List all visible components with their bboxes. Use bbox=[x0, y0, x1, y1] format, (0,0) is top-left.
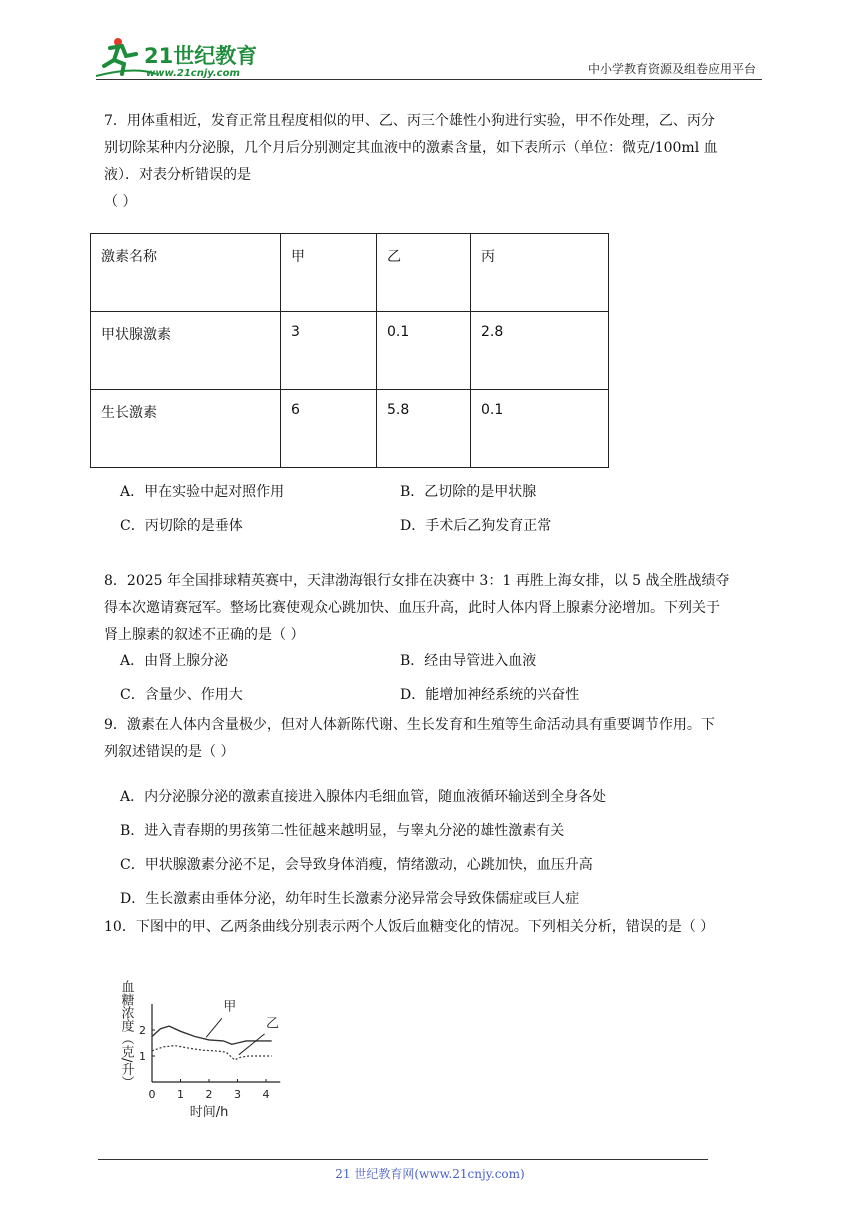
q8-line-1: 8．2025 年全国排球精英赛中，天津渤海银行女排在决赛中 3：1 再胜上海女排，以 5 战全胜战绩夺 bbox=[104, 573, 730, 589]
series-leader-jia bbox=[206, 1018, 222, 1037]
x-tick-label: 0 bbox=[148, 1088, 156, 1101]
table-header-cell: 丙 bbox=[471, 234, 609, 312]
x-tick-label: 4 bbox=[262, 1088, 270, 1101]
q9-line-1: 9．激素在人体内含量极少，但对人体新陈代谢、生长发育和生殖等生命活动具有重要调节作用。下 bbox=[104, 717, 715, 733]
site-logo bbox=[96, 36, 256, 80]
q9-option-a[interactable]: A．内分泌腺分泌的激素直接进入腺体内毛细血管，随血液循环输送到全身各处 bbox=[120, 789, 607, 805]
q7-line-1: 7．用体重相近，发育正常且程度相似的甲、乙、丙三个雄性小狗进行实验，甲不作处理，乙、丙分 bbox=[104, 113, 715, 129]
table-header-cell: 乙 bbox=[377, 234, 471, 312]
table-cell: 2.8 bbox=[471, 312, 609, 390]
x-tick-label: 3 bbox=[234, 1088, 241, 1101]
table-cell: 3 bbox=[281, 312, 377, 390]
table-header-row bbox=[91, 234, 609, 312]
series-line-1 bbox=[152, 1026, 272, 1044]
q7-paren: （ ） bbox=[104, 194, 137, 210]
table-cell: 5.8 bbox=[377, 390, 471, 468]
table-header-cell: 激素名称 bbox=[91, 234, 281, 312]
q8-line-2: 得本次邀请赛冠军。整场比赛使观众心跳加快、血压升高，此时人体内肾上腺素分泌增加。下列关于 bbox=[104, 600, 720, 616]
footer-divider bbox=[98, 1159, 708, 1160]
header-divider bbox=[96, 79, 762, 80]
x-tick-label: 2 bbox=[205, 1088, 213, 1101]
table-cell: 0.1 bbox=[471, 390, 609, 468]
series-label-yi: 乙 bbox=[266, 1016, 280, 1032]
table-cell: 甲状腺激素 bbox=[91, 312, 281, 390]
q7-option-b[interactable]: B．乙切除的是甲状腺 bbox=[400, 484, 537, 500]
chart-svg bbox=[112, 972, 282, 1132]
table-row bbox=[91, 390, 609, 468]
series-line-2 bbox=[152, 1046, 272, 1060]
table-row bbox=[91, 312, 609, 390]
hormone-table bbox=[90, 233, 609, 468]
question-10 bbox=[104, 914, 714, 941]
table-cell: 生长激素 bbox=[91, 390, 281, 468]
q8-option-b[interactable]: B．经由导管进入血液 bbox=[400, 653, 537, 669]
question-9 bbox=[104, 712, 715, 766]
y-tick-label: 1 bbox=[139, 1050, 146, 1063]
svg-text:www.21cnjy.com: www.21cnjy.com bbox=[146, 68, 240, 79]
q8-option-d[interactable]: D．能增加神经系统的兴奋性 bbox=[400, 687, 580, 703]
q7-option-c[interactable]: C．丙切除的是垂体 bbox=[120, 518, 243, 534]
q7-line-2: 别切除某种内分泌腺，几个月后分别测定其血液中的激素含量，如下表所示（单位：微克/100ml 血 bbox=[104, 140, 718, 156]
q10-line-1: 10．下图中的甲、乙两条曲线分别表示两个人饭后血糖变化的情况。下列相关分析，错误的是（ ） bbox=[104, 919, 715, 935]
series-leader-yi bbox=[239, 1034, 265, 1055]
q9-line-2: 列叙述错误的是（ ） bbox=[104, 744, 235, 760]
table-cell: 0.1 bbox=[377, 312, 471, 390]
x-tick-label: 1 bbox=[177, 1088, 184, 1101]
table-header-cell: 甲 bbox=[281, 234, 377, 312]
q9-option-d[interactable]: D．生长激素由垂体分泌，幼年时生长激素分泌异常会导致侏儒症或巨人症 bbox=[120, 891, 580, 907]
platform-name: 中小学教育资源及组卷应用平台 bbox=[587, 62, 756, 76]
footer-text: 21 世纪教育网(www.21cnjy.com) bbox=[335, 1167, 525, 1181]
q8-option-a[interactable]: A．由肾上腺分泌 bbox=[120, 653, 229, 669]
q9-option-b[interactable]: B．进入青春期的男孩第二性征越来越明显，与睾丸分泌的雄性激素有关 bbox=[120, 823, 565, 839]
blood-sugar-chart bbox=[112, 972, 282, 1132]
svg-text:21世纪教育: 21世纪教育 bbox=[144, 44, 256, 68]
q8-option-c[interactable]: C．含量少、作用大 bbox=[120, 687, 243, 703]
series-label-jia: 甲 bbox=[223, 999, 237, 1015]
question-7 bbox=[104, 108, 718, 216]
y-axis-label: 血糖浓度（克/升） bbox=[118, 980, 134, 1089]
q9-option-c[interactable]: C．甲状腺激素分泌不足，会导致身体消瘦，情绪激动，心跳加快，血压升高 bbox=[120, 857, 593, 873]
q7-line-3: 液）．对表分析错误的是 bbox=[104, 167, 251, 183]
q7-option-d[interactable]: D．手术后乙狗发育正常 bbox=[400, 518, 552, 534]
y-tick-label: 2 bbox=[139, 1024, 146, 1037]
x-axis-label: 时间/h bbox=[189, 1105, 229, 1120]
q8-line-3: 肾上腺素的叙述不正确的是（ ） bbox=[104, 627, 305, 643]
table-cell: 6 bbox=[281, 390, 377, 468]
question-8 bbox=[104, 568, 730, 649]
q7-option-a[interactable]: A．甲在实验中起对照作用 bbox=[120, 484, 285, 500]
